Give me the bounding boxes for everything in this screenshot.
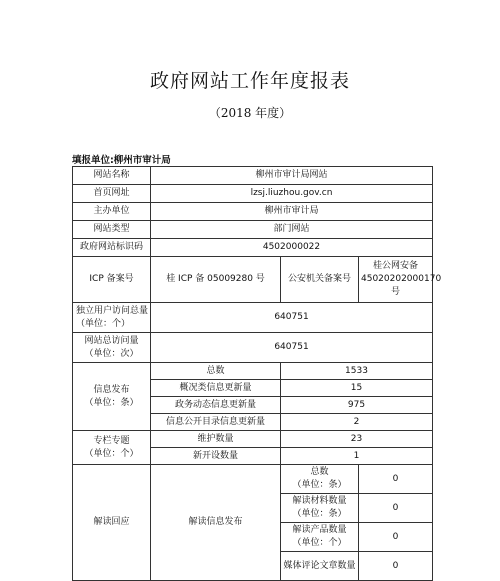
row-label-unit: （单位：条） xyxy=(84,397,139,408)
row-label: 首页网址 xyxy=(73,185,151,203)
publish-item-value: 1533 xyxy=(281,363,433,380)
interpretation-item-label xyxy=(281,523,359,552)
homepage-value: lzsj.liuzhou.gov.cn xyxy=(151,185,433,203)
row-label-unit: （单位：个） xyxy=(84,448,139,459)
row-label xyxy=(73,363,151,431)
table-row xyxy=(73,363,433,380)
column-item-value: 23 xyxy=(281,431,433,448)
table-row xyxy=(73,185,433,203)
column-item-label: 新开设数量 xyxy=(151,448,281,465)
police-record-label: 公安机关备案号 xyxy=(281,257,359,303)
row-label-line: 专栏专题 xyxy=(93,435,130,446)
item-label-line: 解读产品数量 xyxy=(292,525,347,535)
publish-item-value: 15 xyxy=(281,380,433,397)
table-row xyxy=(73,431,433,448)
site-type-value: 部门网站 xyxy=(151,221,433,239)
icp-value: 桂 ICP 备 05009280 号 xyxy=(151,257,281,303)
column-item-value: 1 xyxy=(281,448,433,465)
publish-item-label: 总数 xyxy=(151,363,281,380)
row-label-line: 网站总访问量 xyxy=(84,335,139,346)
publish-item-value: 2 xyxy=(281,414,433,431)
host-value: 柳州市审计局 xyxy=(151,203,433,221)
item-label-line: 解读材料数量 xyxy=(292,496,347,506)
table-row xyxy=(73,333,433,363)
row-label-line: 信息发布 xyxy=(93,384,130,395)
table-row xyxy=(73,221,433,239)
row-label-unit: （单位：次） xyxy=(84,348,139,359)
interpretation-item-value: 0 xyxy=(359,552,433,581)
publish-item-value: 975 xyxy=(281,397,433,414)
interpretation-item-label xyxy=(281,494,359,523)
item-label-unit: （单位：条） xyxy=(292,509,347,519)
report-title: 政府网站工作年度报表 xyxy=(149,70,350,92)
item-label-line: 总数 xyxy=(310,467,329,477)
filing-unit: 填报单位:柳州市审计局 xyxy=(72,155,171,166)
table-row xyxy=(73,257,433,303)
item-label-unit: （单位：个） xyxy=(292,538,347,548)
total-visits-value: 640751 xyxy=(151,333,433,363)
site-id-value: 4502000022 xyxy=(151,239,433,257)
report-table xyxy=(72,166,442,581)
row-label: 政府网站标识码 xyxy=(73,239,151,257)
interpretation-item-value: 0 xyxy=(359,494,433,523)
table-row xyxy=(73,203,433,221)
row-label: 网站类型 xyxy=(73,221,151,239)
interpretation-item-label xyxy=(281,465,359,494)
table-row xyxy=(73,303,433,333)
report-year: （2018 年度） xyxy=(208,106,292,120)
row-label: ICP 备案号 xyxy=(73,257,151,303)
unique-visitors-value: 640751 xyxy=(151,303,433,333)
interpretation-item-value: 0 xyxy=(359,465,433,494)
police-record-value: 桂公网安备 45020202000170 号 xyxy=(359,257,433,303)
row-label: 独立用户访问总量（单位：个） xyxy=(73,303,151,333)
item-label-line: 媒体评论文章数量 xyxy=(283,560,356,571)
item-label-unit: （单位：条） xyxy=(292,480,347,490)
table-row xyxy=(73,465,433,494)
publish-item-label: 政务动态信息更新量 xyxy=(151,397,281,414)
row-label xyxy=(73,431,151,465)
row-label: 主办单位 xyxy=(73,203,151,221)
column-item-label: 维护数量 xyxy=(151,431,281,448)
interpretation-item-value: 0 xyxy=(359,523,433,552)
publish-item-label: 信息公开目录信息更新量 xyxy=(151,414,281,431)
interpretation-item-label xyxy=(281,552,359,581)
publish-item-label: 概况类信息更新量 xyxy=(151,380,281,397)
row-label: 解读回应 xyxy=(73,465,151,581)
table-row xyxy=(73,167,433,185)
table-row xyxy=(73,239,433,257)
row-label xyxy=(73,333,151,363)
interpretation-sub-label: 解读信息发布 xyxy=(151,465,281,581)
site-name-value: 柳州市审计局网站 xyxy=(151,167,433,185)
row-label: 网站名称 xyxy=(73,167,151,185)
